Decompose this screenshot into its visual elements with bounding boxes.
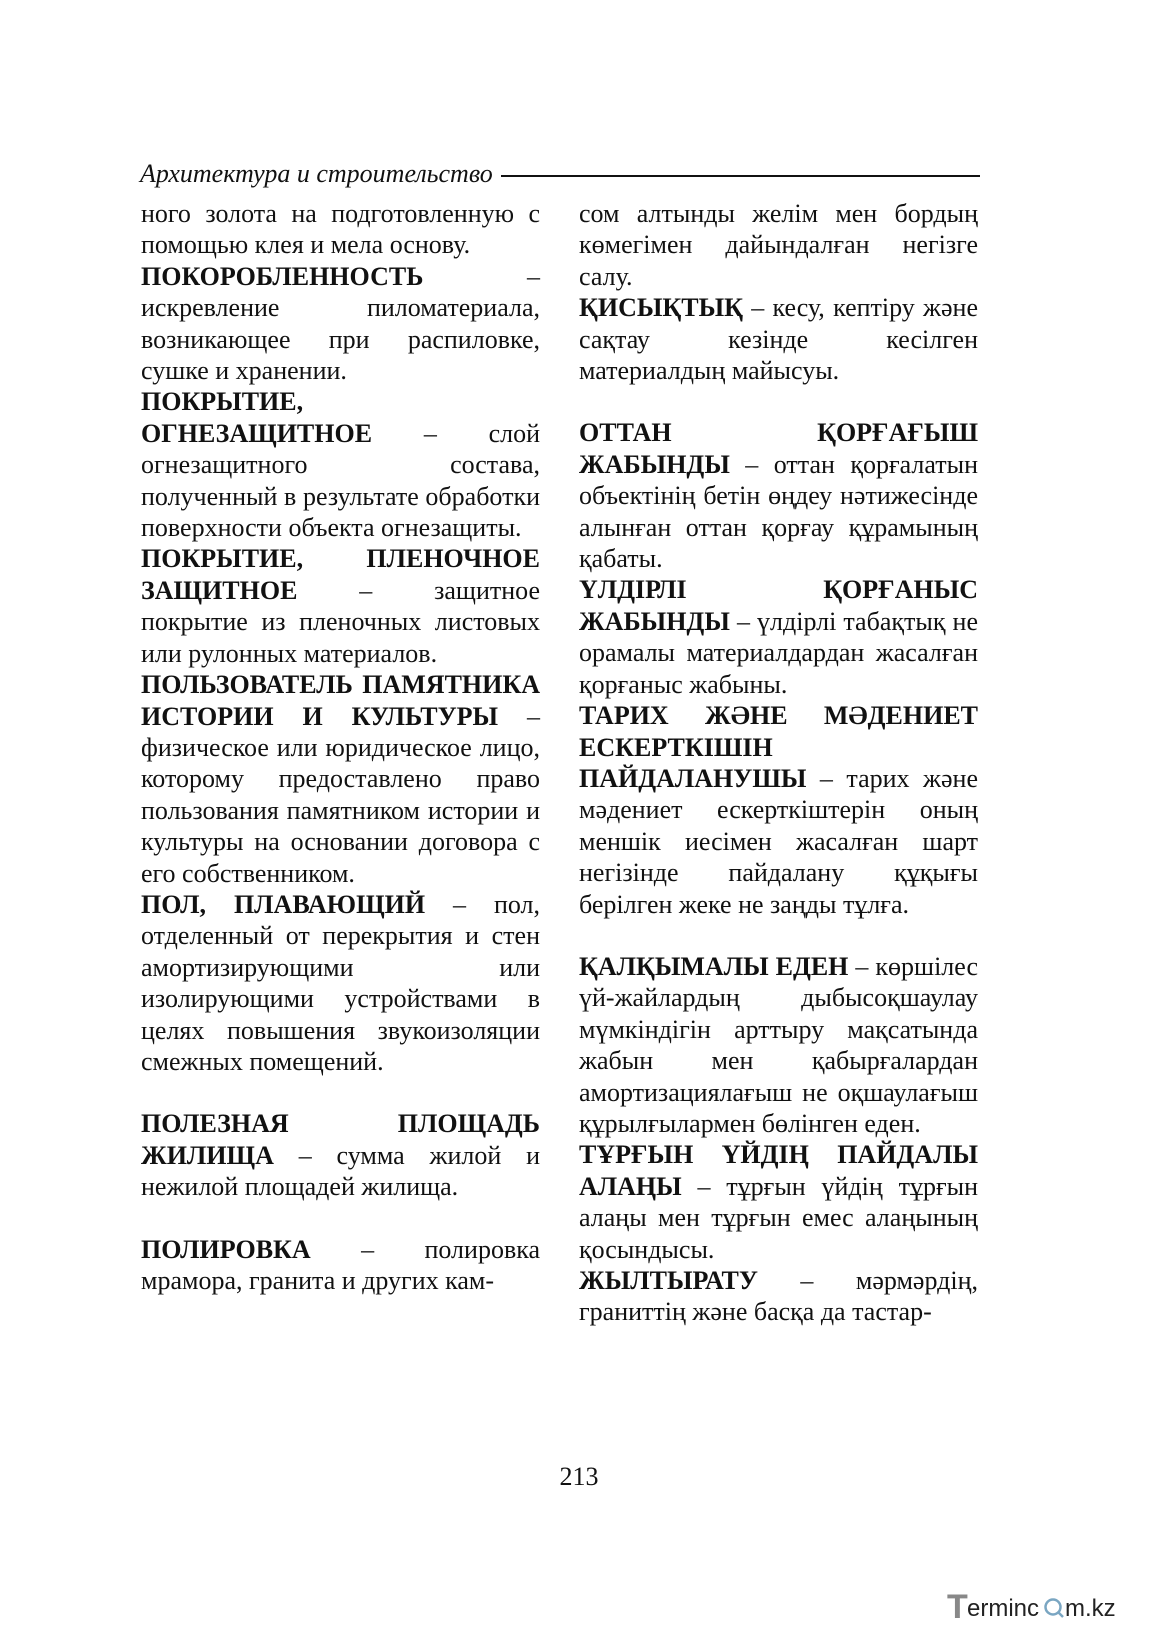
entry-definition: – оттан қорғалатын объектінің бетін өңдеу нәтижесінде алынған оттан қорғау құрамының қабаты. — [579, 449, 978, 574]
entry-term: ҮЛДІРЛІ ҚОРҒАНЫС ЖАБЫНДЫ — [579, 575, 978, 636]
entry-definition: – сумма жилой и нежилой площадей жилища. — [141, 1140, 540, 1202]
svg-text:m.kz: m.kz — [1065, 1595, 1116, 1622]
entry-poleznaya-ploshchad — [141, 1108, 540, 1202]
left-column-russian — [141, 198, 540, 1296]
running-header — [140, 156, 980, 192]
page-number: 213 — [559, 1462, 599, 1491]
entry-definition: – защитное покрытие из пленочных листовых или рулонных материалов. — [141, 575, 540, 668]
entry-term: ПОЛ, ПЛАВАЮЩИЙ — [141, 889, 426, 919]
header-rule — [501, 175, 980, 177]
entry-term: ТАРИХ ЖӘНЕ МӘДЕНИЕТ ЕСКЕРТКІШІН ПАЙДАЛАНУШЫ — [579, 701, 978, 793]
entry-continuation: сом алтынды желім мен бордың көмегімен дайындалған негізге салу. — [579, 199, 978, 291]
right-column-kazakh — [579, 198, 978, 1328]
entry-definition: – көршілес үй-жайлардың дыбысоқшаулау мүмкіндігін арттыру мақсатында жабын мен қабырғалардан амортизациялағыш не оқшаулағыш құрылғылармен бөлінген еден. — [579, 951, 978, 1138]
entry-qisyqtyq — [579, 292, 978, 386]
entry-pokrytie-ognezashchitnoe — [141, 386, 540, 543]
svg-text:erminc: erminc — [967, 1595, 1040, 1622]
entry-definition: – тарих және мәдениет ескерткіштерін оның меншік иесімен жасалған шарт негізінде пайдалану құқығы берілген жеке не заңды тұлға. — [579, 763, 978, 919]
entry-term: ПОКРЫТИЕ, ПЛЕНОЧНОЕ ЗАЩИТНОЕ — [141, 544, 540, 605]
entry-term: ПОЛИРОВКА — [141, 1234, 311, 1264]
entry-definition: – физическое или юридическое лицо, которому предоставлено право пользования памятником истории и культуры на основании договора с его собственником. — [141, 701, 541, 888]
entry-tarikh-zhane-madeniet — [579, 700, 978, 920]
entry-definition: – искревление пиломатериала, возникающее при распиловке, сушке и хранении. — [141, 261, 540, 386]
entry-definition: – мәрмәрдің, граниттің және басқа да тастар- — [579, 1266, 978, 1327]
entry-continuation: ного золота на подготовленную с помощью клея и мела основу. — [141, 199, 540, 260]
entry-term: ПОЛЕЗНАЯ ПЛОЩАДЬ ЖИЛИЩА — [141, 1109, 540, 1170]
svg-text:T: T — [947, 1588, 968, 1625]
entry-term: ПОКОРОБЛЕННОСТЬ — [141, 261, 424, 291]
entry-definition: – тұрғын үйдің тұрғын алаңы мен тұрғын емес алаңының қосындысы. — [579, 1171, 978, 1264]
entry-turgyn-uyding-paydaly — [579, 1139, 978, 1265]
entry-pokrytie-plenochnoe — [141, 543, 540, 669]
entry-polirovka — [141, 1234, 540, 1297]
entry-zhyltyratu — [579, 1265, 978, 1328]
entry-term: ПОКРЫТИЕ, ОГНЕЗАЩИТНОЕ — [141, 387, 373, 448]
entry-definition: – полировка мрамора, гранита и других кам- — [141, 1234, 540, 1295]
entry-pokroblennost — [141, 261, 540, 387]
entry-uldirli-qorganys — [579, 574, 978, 700]
entry-term: ҚИСЫҚТЫҚ — [579, 293, 743, 323]
entry-term: ОТТАН ҚОРҒАҒЫШ ЖАБЫНДЫ — [579, 418, 978, 479]
entry-definition: – слой огнезащитного состава, полученный в результате обработки поверхности объекта огнезащиты. — [141, 418, 540, 543]
entry-qalqymaly-eden — [579, 951, 978, 1139]
entry-definition: – пол, отделенный от перекрытия и стен амортизирующими или изолирующими устройствами в целях повышения звукоизоляции смежных помещений. — [141, 889, 541, 1076]
entry-term: ТҰРҒЫН ҮЙДІҢ ПАЙДАЛЫ АЛАҢЫ — [579, 1140, 978, 1201]
logo-graphic — [945, 1587, 1145, 1625]
entry-term: ЖЫЛТЫРАТУ — [579, 1266, 758, 1295]
entry-definition: – үлдірлі табақтық не орамалы материалдардан жасалған қорғаныс жабыны. — [579, 606, 978, 699]
termincom-logo — [945, 1587, 1145, 1625]
running-title: Архитектура и строительство — [140, 159, 493, 188]
entry-ottan-qorgagysh — [579, 417, 978, 574]
entry-pol-plavayushchiy — [141, 889, 540, 1077]
entry-term: ҚАЛҚЫМАЛЫ ЕДЕН — [579, 951, 849, 981]
entry-term: ПОЛЬЗОВАТЕЛЬ ПАМЯТНИКА ИСТОРИИ И КУЛЬТУРЫ — [141, 670, 540, 731]
entry-polzovatel-pamyatnika — [141, 669, 540, 889]
entry-definition: – кесу, кептіру және сақтау кезінде кесілген материалдың майысуы. — [579, 293, 978, 386]
